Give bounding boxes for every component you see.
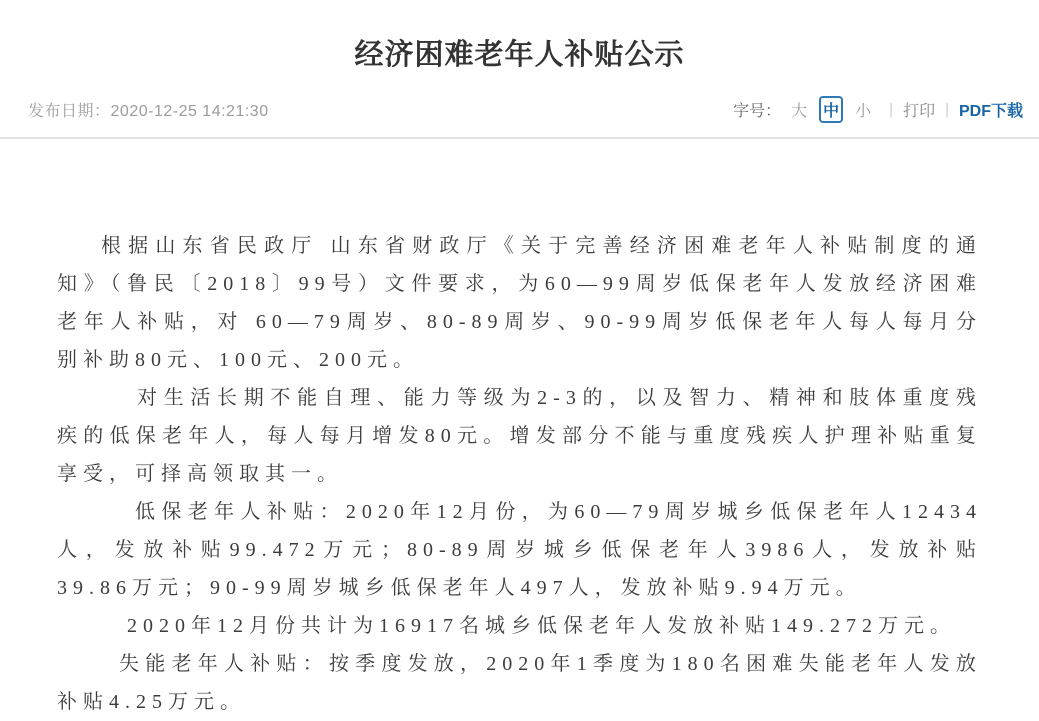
publish-date-value: 2020-12-25 14:21:30 [110, 102, 269, 120]
article-body [0, 227, 1039, 721]
meta-bar [0, 95, 1039, 123]
publish-date-label: 发布日期： [28, 102, 111, 120]
font-size-small-button[interactable]: 小 [855, 102, 872, 120]
font-size-label: 字号： [733, 102, 782, 120]
pdf-download-button[interactable]: PDF下载 [958, 102, 1023, 120]
announcement-page [0, 32, 1039, 713]
page-title: 经济困难老年人补贴公示 [354, 39, 685, 71]
paragraph-4: 2020年12月份共计为16917名城乡低保老年人发放补贴149.272万元。 [127, 615, 956, 637]
paragraph-3: 低保老年人补贴：2020年12月份，为60—79周岁城乡低保老年人12434人，发放补贴99.472万元；80-89周岁城乡低保老年人3986人，发放补贴39.86万元；90-99周岁城乡低保老年人497人，发放补贴9.94万元。 [57, 501, 982, 599]
toolbar [733, 96, 1023, 123]
font-size-medium-button[interactable]: 中 [819, 96, 843, 123]
horizontal-divider [0, 137, 1039, 139]
paragraph-2: 对生活长期不能自理、能力等级为2-3的，以及智力、精神和肢体重度残疾的低保老年人，每人每月增发80元。增发部分不能与重度残疾人护理补贴重复享受，可择高领取其一。 [57, 387, 982, 485]
separator: | [945, 100, 949, 118]
publish-date [28, 98, 269, 121]
paragraph-1: 根据山东省民政厅 山东省财政厅《关于完善经济困难老年人补贴制度的通知》（鲁民〔2018〕99号）文件要求，为60—99周岁低保老年人发放经济困难老年人补贴，对 60—79周岁、80-89周岁、90-99周岁低保老年人每人每月分别补助80元、100元、200元。 [57, 235, 982, 371]
font-size-large-button[interactable]: 大 [791, 102, 808, 120]
paragraph-5: 失能老年人补贴：按季度发放，2020年1季度为180名困难失能老年人发放补贴4.25万元。 [57, 653, 982, 713]
print-button[interactable]: 打印 [903, 102, 936, 120]
separator: | [889, 100, 894, 118]
